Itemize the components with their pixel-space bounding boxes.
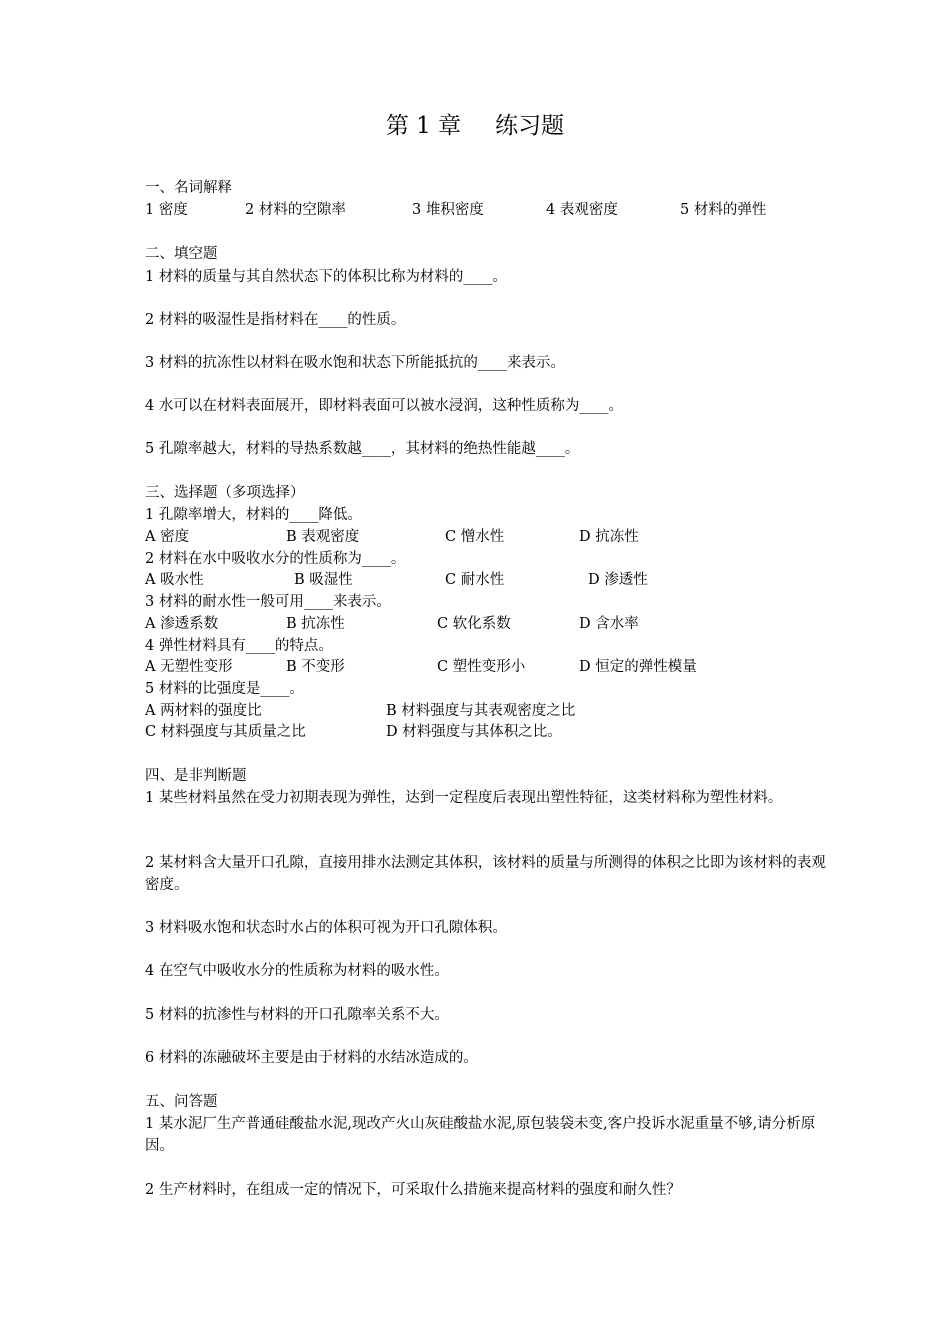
choice-options-row bbox=[145, 527, 835, 547]
choice-question: 1 孔隙率增大，材料的____降低。 bbox=[145, 507, 362, 523]
choice-option: B 表观密度 bbox=[286, 529, 360, 545]
choice-option: A 吸水性 bbox=[145, 572, 204, 588]
choice-option: B 吸湿性 bbox=[294, 572, 353, 588]
choice-question: 3 材料的耐水性一般可用____来表示。 bbox=[145, 594, 391, 610]
choice-option: C 材料强度与其质量之比 bbox=[145, 724, 306, 740]
choice-option: A 无塑性变形 bbox=[145, 659, 233, 675]
fill-blank-item: 5 孔隙率越大，材料的导热系数越____，其材料的绝热性能越____。 bbox=[145, 441, 580, 457]
choice-options-row bbox=[145, 657, 835, 677]
essay-question: 1 某水泥厂生产普通硅酸盐水泥,现改产火山灰硅酸盐水泥,原包装袋未变,客户投诉水泥重量不够,请分析原因。 bbox=[145, 1116, 816, 1154]
chapter-title: 练习题 bbox=[495, 113, 565, 139]
choice-question: 2 材料在水中吸收水分的性质称为____。 bbox=[145, 551, 406, 567]
section-heading-true-false: 四、是非判断题 bbox=[145, 768, 247, 784]
section-heading-questions: 五、问答题 bbox=[145, 1094, 218, 1110]
choice-options-row bbox=[145, 701, 835, 721]
choice-option: C 耐水性 bbox=[445, 572, 505, 588]
choice-option: A 密度 bbox=[145, 529, 190, 545]
term-item: 5 材料的弹性 bbox=[680, 202, 767, 218]
term-item: 2 材料的空隙率 bbox=[245, 202, 346, 218]
choice-option: B 抗冻性 bbox=[286, 616, 345, 632]
term-item: 3 堆积密度 bbox=[412, 202, 484, 218]
fill-blank-item: 2 材料的吸湿性是指材料在____的性质。 bbox=[145, 312, 406, 328]
choice-option: B 不变形 bbox=[286, 659, 345, 675]
fill-blank-item: 3 材料的抗冻性以材料在吸水饱和状态下所能抵抗的____来表示。 bbox=[145, 355, 565, 371]
definition-terms-row bbox=[145, 200, 835, 220]
choice-question: 5 材料的比强度是____。 bbox=[145, 681, 304, 697]
true-false-item: 6 材料的冻融破坏主要是由于材料的水结冰造成的。 bbox=[145, 1050, 478, 1066]
choice-option: D 材料强度与其体积之比。 bbox=[386, 724, 562, 740]
choice-option: D 含水率 bbox=[579, 616, 639, 632]
choice-options-row bbox=[145, 570, 835, 590]
choice-option: A 两材料的强度比 bbox=[145, 703, 262, 719]
section-heading-multiple-choice: 三、选择题（多项选择） bbox=[145, 485, 305, 501]
choice-option: C 塑性变形小 bbox=[437, 659, 526, 675]
section-heading-definitions: 一、名词解释 bbox=[145, 180, 232, 196]
choice-option: C 憎水性 bbox=[445, 529, 505, 545]
choice-question: 4 弹性材料具有____的特点。 bbox=[145, 638, 333, 654]
true-false-item: 3 材料吸水饱和状态时水占的体积可视为开口孔隙体积。 bbox=[145, 920, 507, 936]
true-false-item: 5 材料的抗渗性与材料的开口孔隙率关系不大。 bbox=[145, 1007, 449, 1023]
true-false-item: 2 某材料含大量开口孔隙，直接用排水法测定其体积，该材料的质量与所测得的体积之比即为该材料的表观密度。 bbox=[145, 855, 826, 893]
choice-option: D 抗冻性 bbox=[579, 529, 639, 545]
choice-options-row bbox=[145, 614, 835, 634]
choice-option: C 软化系数 bbox=[437, 616, 511, 632]
fill-blank-item: 1 材料的质量与其自然状态下的体积比称为材料的____。 bbox=[145, 269, 507, 285]
term-item: 4 表观密度 bbox=[546, 202, 618, 218]
true-false-item: 1 某些材料虽然在受力初期表现为弹性，达到一定程度后表现出塑性特征，这类材料称为塑性材料。 bbox=[145, 790, 783, 806]
essay-question: 2 生产材料时，在组成一定的情况下，可采取什么措施来提高材料的强度和耐久性？ bbox=[145, 1182, 681, 1198]
choice-option: A 渗透系数 bbox=[145, 616, 219, 632]
chapter-number: 第 1 章 bbox=[385, 113, 462, 139]
choice-option: D 恒定的弹性模量 bbox=[579, 659, 697, 675]
term-item: 1 密度 bbox=[145, 202, 188, 218]
fill-blank-item: 4 水可以在材料表面展开，即材料表面可以被水浸润，这种性质称为____。 bbox=[145, 398, 623, 414]
choice-options-row bbox=[145, 722, 835, 742]
true-false-item: 4 在空气中吸收水分的性质称为材料的吸水性。 bbox=[145, 963, 449, 979]
choice-option: D 渗透性 bbox=[588, 572, 648, 588]
choice-option: B 材料强度与其表观密度之比 bbox=[386, 703, 576, 719]
page-title bbox=[0, 111, 950, 141]
section-heading-fill-blank: 二、填空题 bbox=[145, 246, 218, 262]
